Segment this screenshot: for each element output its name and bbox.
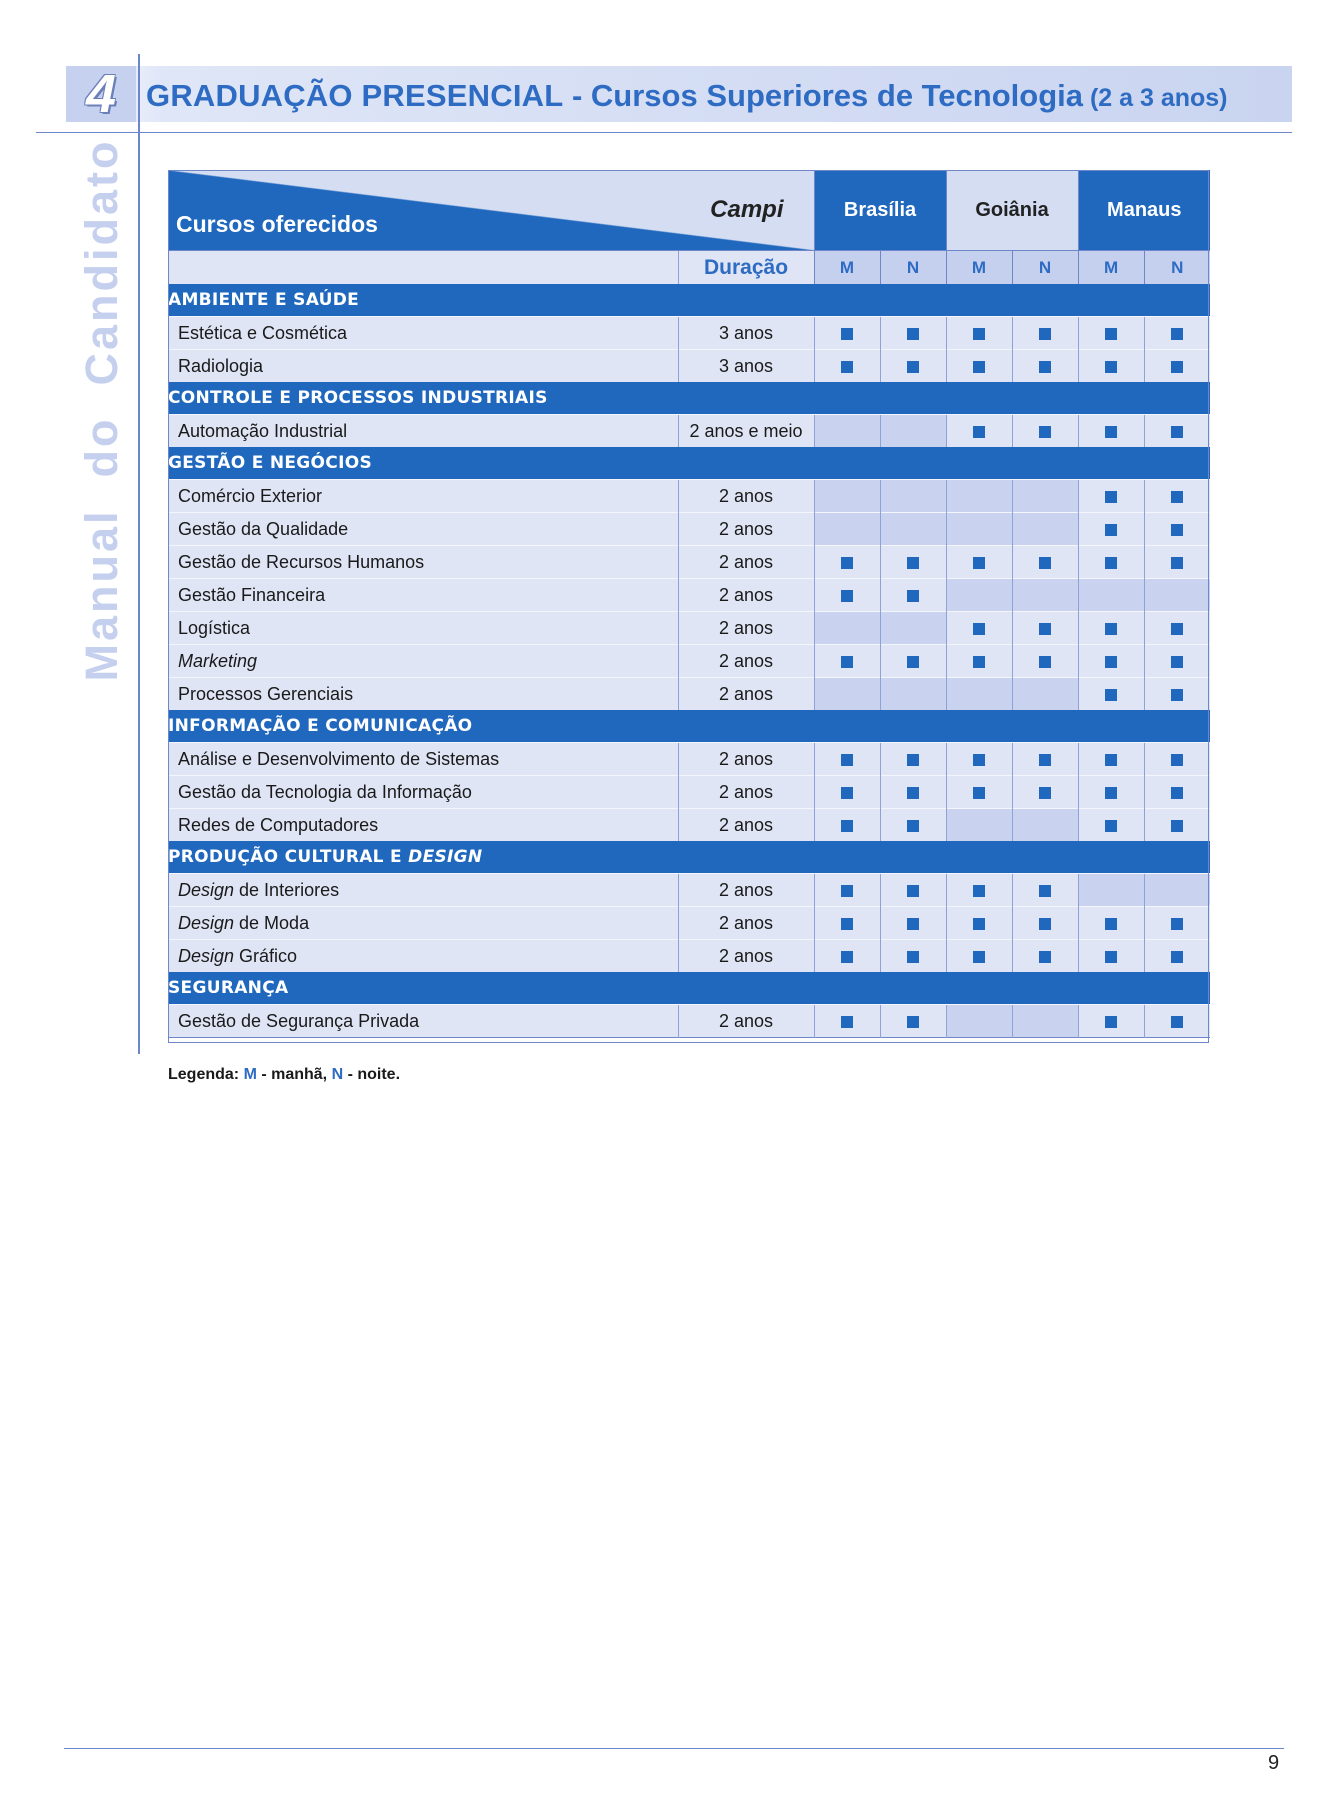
course-name: Comércio Exterior bbox=[168, 480, 678, 513]
course-duration: 2 anos bbox=[678, 1005, 814, 1038]
offered-slot bbox=[1144, 809, 1210, 842]
category-row bbox=[168, 972, 1210, 1005]
offered-marker-icon bbox=[907, 951, 919, 963]
offered-slot bbox=[1078, 678, 1144, 711]
offered-slot bbox=[814, 645, 880, 678]
offered-slot bbox=[880, 579, 946, 612]
unavailable-slot bbox=[814, 480, 880, 513]
title-sub: - Cursos Superiores de Tecnologia bbox=[563, 78, 1084, 113]
offered-slot bbox=[814, 940, 880, 973]
unavailable-slot bbox=[1012, 1005, 1078, 1038]
offered-marker-icon bbox=[1171, 656, 1183, 668]
course-row bbox=[168, 480, 1210, 513]
course-duration: 2 anos bbox=[678, 743, 814, 776]
offered-marker-icon bbox=[1171, 328, 1183, 340]
course-duration: 2 anos bbox=[678, 546, 814, 579]
offered-slot bbox=[946, 645, 1012, 678]
offered-marker-icon bbox=[907, 918, 919, 930]
course-duration: 3 anos bbox=[678, 350, 814, 383]
offered-marker-icon bbox=[841, 328, 853, 340]
offered-marker-icon bbox=[1171, 787, 1183, 799]
unavailable-slot bbox=[946, 513, 1012, 546]
offered-marker-icon bbox=[841, 557, 853, 569]
course-row bbox=[168, 776, 1210, 809]
shift-header: N bbox=[1144, 251, 1210, 285]
offered-marker-icon bbox=[907, 557, 919, 569]
offered-slot bbox=[814, 317, 880, 350]
course-duration: 2 anos bbox=[678, 480, 814, 513]
offered-slot bbox=[1078, 907, 1144, 940]
offered-slot bbox=[1078, 743, 1144, 776]
offered-slot bbox=[1078, 809, 1144, 842]
offered-marker-icon bbox=[1105, 820, 1117, 832]
offered-marker-icon bbox=[1105, 524, 1117, 536]
offered-slot bbox=[1144, 546, 1210, 579]
unavailable-slot bbox=[880, 480, 946, 513]
unavailable-slot bbox=[814, 513, 880, 546]
offered-marker-icon bbox=[1039, 656, 1051, 668]
offered-slot bbox=[1078, 645, 1144, 678]
unavailable-slot bbox=[880, 513, 946, 546]
offered-marker-icon bbox=[1105, 656, 1117, 668]
offered-slot bbox=[1078, 546, 1144, 579]
course-name: Gestão Financeira bbox=[168, 579, 678, 612]
legend-n-text: - noite. bbox=[343, 1066, 401, 1083]
course-row bbox=[168, 612, 1210, 645]
course-name: Análise e Desenvolvimento de Sistemas bbox=[168, 743, 678, 776]
offered-marker-icon bbox=[1105, 361, 1117, 373]
course-name: Gestão de Segurança Privada bbox=[168, 1005, 678, 1038]
course-row bbox=[168, 940, 1210, 973]
unavailable-slot bbox=[946, 809, 1012, 842]
offered-marker-icon bbox=[907, 361, 919, 373]
course-duration: 2 anos bbox=[678, 809, 814, 842]
offered-slot bbox=[1078, 415, 1144, 448]
shift-header: M bbox=[814, 251, 880, 285]
course-duration: 2 anos e meio bbox=[678, 415, 814, 448]
offered-marker-icon bbox=[973, 361, 985, 373]
offered-marker-icon bbox=[1105, 557, 1117, 569]
offered-marker-icon bbox=[1171, 918, 1183, 930]
shift-header: M bbox=[946, 251, 1012, 285]
unavailable-slot bbox=[946, 579, 1012, 612]
course-row bbox=[168, 513, 1210, 546]
offered-slot bbox=[1144, 645, 1210, 678]
offered-slot bbox=[1012, 546, 1078, 579]
offered-slot bbox=[880, 317, 946, 350]
course-row bbox=[168, 546, 1210, 579]
unavailable-slot bbox=[946, 678, 1012, 711]
legend-n-symbol: N bbox=[331, 1066, 344, 1083]
legend-label: Legenda: bbox=[168, 1066, 244, 1083]
course-name: Redes de Computadores bbox=[168, 809, 678, 842]
offered-marker-icon bbox=[973, 918, 985, 930]
offered-slot bbox=[1078, 513, 1144, 546]
offered-slot bbox=[880, 940, 946, 973]
offered-marker-icon bbox=[841, 787, 853, 799]
offered-slot bbox=[1078, 940, 1144, 973]
offered-slot bbox=[1012, 874, 1078, 907]
offered-marker-icon bbox=[1039, 623, 1051, 635]
offered-marker-icon bbox=[1171, 361, 1183, 373]
offered-marker-icon bbox=[907, 328, 919, 340]
offered-marker-icon bbox=[1039, 754, 1051, 766]
unavailable-slot bbox=[1144, 874, 1210, 907]
category-row bbox=[168, 710, 1210, 743]
offered-slot bbox=[814, 907, 880, 940]
title-main: GRADUAÇÃO PRESENCIAL bbox=[146, 78, 564, 113]
category-title: INFORMAÇÃO E COMUNICAÇÃO bbox=[168, 710, 1210, 743]
course-row bbox=[168, 415, 1210, 448]
campus-header-brasilia: Brasília bbox=[814, 170, 946, 251]
course-row bbox=[168, 317, 1210, 350]
offered-marker-icon bbox=[1171, 754, 1183, 766]
offered-marker-icon bbox=[1171, 623, 1183, 635]
offered-slot bbox=[946, 907, 1012, 940]
offered-marker-icon bbox=[841, 590, 853, 602]
legend-m-text: - manhã, bbox=[256, 1066, 332, 1083]
offered-marker-icon bbox=[841, 656, 853, 668]
table-body bbox=[168, 284, 1210, 1038]
course-name: Processos Gerenciais bbox=[168, 678, 678, 711]
offered-slot bbox=[1078, 612, 1144, 645]
course-row bbox=[168, 743, 1210, 776]
offered-slot bbox=[1012, 776, 1078, 809]
unavailable-slot bbox=[1012, 513, 1078, 546]
offered-slot bbox=[946, 612, 1012, 645]
offered-marker-icon bbox=[1105, 426, 1117, 438]
duration-header: Duração bbox=[678, 251, 814, 285]
offered-marker-icon bbox=[1105, 689, 1117, 701]
offered-slot bbox=[1012, 645, 1078, 678]
offered-marker-icon bbox=[1171, 1016, 1183, 1028]
unavailable-slot bbox=[814, 678, 880, 711]
offered-slot bbox=[880, 776, 946, 809]
offered-marker-icon bbox=[1171, 426, 1183, 438]
category-row bbox=[168, 382, 1210, 415]
campus-header-manaus: Manaus bbox=[1078, 170, 1210, 251]
offered-marker-icon bbox=[973, 951, 985, 963]
category-row bbox=[168, 284, 1210, 317]
unavailable-slot bbox=[880, 612, 946, 645]
offered-marker-icon bbox=[1105, 1016, 1117, 1028]
course-row bbox=[168, 350, 1210, 383]
course-row bbox=[168, 579, 1210, 612]
course-name: Design de Moda bbox=[168, 907, 678, 940]
offered-slot bbox=[946, 940, 1012, 973]
offered-marker-icon bbox=[1171, 820, 1183, 832]
offered-marker-icon bbox=[1171, 491, 1183, 503]
offered-slot bbox=[1144, 350, 1210, 383]
unavailable-slot bbox=[814, 415, 880, 448]
offered-marker-icon bbox=[973, 656, 985, 668]
offered-marker-icon bbox=[907, 656, 919, 668]
offered-marker-icon bbox=[973, 754, 985, 766]
offered-slot bbox=[814, 809, 880, 842]
unavailable-slot bbox=[1012, 809, 1078, 842]
course-name: Gestão da Tecnologia da Informação bbox=[168, 776, 678, 809]
offered-slot bbox=[1144, 480, 1210, 513]
vertical-rule bbox=[138, 54, 140, 1054]
courses-table bbox=[168, 170, 1210, 1038]
offered-marker-icon bbox=[1105, 491, 1117, 503]
offered-marker-icon bbox=[841, 918, 853, 930]
offered-slot bbox=[1078, 1005, 1144, 1038]
offered-slot bbox=[1012, 743, 1078, 776]
offered-slot bbox=[880, 874, 946, 907]
offered-slot bbox=[1144, 612, 1210, 645]
offered-slot bbox=[1144, 415, 1210, 448]
table-corner-header bbox=[168, 170, 814, 251]
category-title: AMBIENTE E SAÚDE bbox=[168, 284, 1210, 317]
offered-marker-icon bbox=[1105, 787, 1117, 799]
unavailable-slot bbox=[1012, 678, 1078, 711]
unavailable-slot bbox=[946, 1005, 1012, 1038]
offered-marker-icon bbox=[841, 1016, 853, 1028]
offered-slot bbox=[946, 874, 1012, 907]
offered-marker-icon bbox=[1105, 951, 1117, 963]
offered-marker-icon bbox=[907, 820, 919, 832]
course-row bbox=[168, 809, 1210, 842]
offered-marker-icon bbox=[1039, 885, 1051, 897]
offered-slot bbox=[880, 546, 946, 579]
offered-marker-icon bbox=[1105, 328, 1117, 340]
legend-m-symbol: M bbox=[243, 1066, 257, 1083]
blank-subheader-cell bbox=[168, 251, 678, 285]
course-name: Radiologia bbox=[168, 350, 678, 383]
offered-marker-icon bbox=[1039, 951, 1051, 963]
offered-marker-icon bbox=[1039, 787, 1051, 799]
offered-slot bbox=[1012, 350, 1078, 383]
category-title: PRODUÇÃO CULTURAL E DESIGN bbox=[168, 841, 1210, 874]
offered-slot bbox=[1144, 678, 1210, 711]
offered-slot bbox=[1012, 415, 1078, 448]
offered-marker-icon bbox=[1039, 328, 1051, 340]
unavailable-slot bbox=[1012, 480, 1078, 513]
shift-header: N bbox=[1012, 251, 1078, 285]
offered-marker-icon bbox=[1039, 361, 1051, 373]
category-row bbox=[168, 447, 1210, 480]
offered-slot bbox=[1144, 513, 1210, 546]
course-duration: 3 anos bbox=[678, 317, 814, 350]
offered-slot bbox=[1144, 907, 1210, 940]
offered-marker-icon bbox=[973, 328, 985, 340]
offered-slot bbox=[1144, 940, 1210, 973]
course-row bbox=[168, 645, 1210, 678]
offered-slot bbox=[1144, 317, 1210, 350]
shift-header: M bbox=[1078, 251, 1144, 285]
offered-slot bbox=[1012, 612, 1078, 645]
offered-slot bbox=[1078, 317, 1144, 350]
offered-slot bbox=[814, 579, 880, 612]
unavailable-slot bbox=[880, 678, 946, 711]
legend bbox=[168, 1066, 400, 1084]
offered-marker-icon bbox=[973, 557, 985, 569]
unavailable-slot bbox=[1144, 579, 1210, 612]
offered-marker-icon bbox=[1039, 918, 1051, 930]
campi-header: Campi bbox=[710, 196, 784, 223]
header-rule bbox=[36, 132, 1292, 133]
course-duration: 2 anos bbox=[678, 678, 814, 711]
offered-slot bbox=[880, 907, 946, 940]
unavailable-slot bbox=[814, 612, 880, 645]
offered-slot bbox=[946, 546, 1012, 579]
course-row bbox=[168, 678, 1210, 711]
offered-slot bbox=[880, 809, 946, 842]
course-duration: 2 anos bbox=[678, 579, 814, 612]
offered-slot bbox=[946, 743, 1012, 776]
offered-marker-icon bbox=[841, 951, 853, 963]
course-name: Automação Industrial bbox=[168, 415, 678, 448]
offered-slot bbox=[880, 1005, 946, 1038]
offered-slot bbox=[880, 743, 946, 776]
course-name: Gestão da Qualidade bbox=[168, 513, 678, 546]
course-row bbox=[168, 907, 1210, 940]
course-duration: 2 anos bbox=[678, 645, 814, 678]
offered-marker-icon bbox=[973, 787, 985, 799]
offered-marker-icon bbox=[1105, 754, 1117, 766]
offered-marker-icon bbox=[841, 754, 853, 766]
category-title: GESTÃO E NEGÓCIOS bbox=[168, 447, 1210, 480]
offered-marker-icon bbox=[1171, 689, 1183, 701]
offered-slot bbox=[814, 1005, 880, 1038]
offered-slot bbox=[814, 546, 880, 579]
unavailable-slot bbox=[1078, 874, 1144, 907]
offered-marker-icon bbox=[1105, 918, 1117, 930]
course-duration: 2 anos bbox=[678, 907, 814, 940]
offered-slot bbox=[1144, 776, 1210, 809]
offered-marker-icon bbox=[1039, 557, 1051, 569]
unavailable-slot bbox=[1012, 579, 1078, 612]
offered-marker-icon bbox=[1171, 951, 1183, 963]
offered-marker-icon bbox=[973, 426, 985, 438]
offered-marker-icon bbox=[841, 820, 853, 832]
offered-slot bbox=[1078, 776, 1144, 809]
offered-slot bbox=[814, 350, 880, 383]
offered-slot bbox=[880, 645, 946, 678]
offered-slot bbox=[880, 350, 946, 383]
offered-slot bbox=[1078, 480, 1144, 513]
offered-marker-icon bbox=[1039, 426, 1051, 438]
campus-header-goiania: Goiânia bbox=[946, 170, 1078, 251]
category-title: SEGURANÇA bbox=[168, 972, 1210, 1005]
course-name: Gestão de Recursos Humanos bbox=[168, 546, 678, 579]
course-name: Marketing bbox=[168, 645, 678, 678]
offered-marker-icon bbox=[907, 754, 919, 766]
course-name: Design Gráfico bbox=[168, 940, 678, 973]
side-running-title: Manual do Candidato bbox=[76, 138, 127, 682]
offered-marker-icon bbox=[841, 361, 853, 373]
course-row bbox=[168, 1005, 1210, 1038]
offered-marker-icon bbox=[973, 623, 985, 635]
course-duration: 2 anos bbox=[678, 874, 814, 907]
offered-slot bbox=[1078, 350, 1144, 383]
course-duration: 2 anos bbox=[678, 612, 814, 645]
offered-marker-icon bbox=[907, 590, 919, 602]
offered-slot bbox=[946, 776, 1012, 809]
course-duration: 2 anos bbox=[678, 940, 814, 973]
offered-marker-icon bbox=[907, 787, 919, 799]
offered-marker-icon bbox=[907, 885, 919, 897]
offered-slot bbox=[946, 317, 1012, 350]
offered-marker-icon bbox=[841, 885, 853, 897]
offered-slot bbox=[1012, 907, 1078, 940]
shift-header: N bbox=[880, 251, 946, 285]
section-number: 4 bbox=[66, 66, 136, 122]
course-name: Logística bbox=[168, 612, 678, 645]
offered-slot bbox=[814, 743, 880, 776]
page-title bbox=[146, 74, 1228, 118]
footer-rule bbox=[64, 1748, 1284, 1749]
course-duration: 2 anos bbox=[678, 513, 814, 546]
category-title: CONTROLE E PROCESSOS INDUSTRIAIS bbox=[168, 382, 1210, 415]
offered-marker-icon bbox=[1105, 623, 1117, 635]
offered-slot bbox=[1012, 940, 1078, 973]
courses-header: Cursos oferecidos bbox=[176, 211, 378, 237]
offered-slot bbox=[1144, 1005, 1210, 1038]
offered-slot bbox=[1012, 317, 1078, 350]
unavailable-slot bbox=[1078, 579, 1144, 612]
course-name: Design de Interiores bbox=[168, 874, 678, 907]
course-name: Estética e Cosmética bbox=[168, 317, 678, 350]
offered-marker-icon bbox=[1171, 524, 1183, 536]
title-duration: (2 a 3 anos) bbox=[1083, 84, 1228, 112]
offered-slot bbox=[946, 415, 1012, 448]
page-number: 9 bbox=[1268, 1752, 1280, 1774]
offered-marker-icon bbox=[907, 1016, 919, 1028]
offered-marker-icon bbox=[1171, 557, 1183, 569]
offered-slot bbox=[814, 874, 880, 907]
course-duration: 2 anos bbox=[678, 776, 814, 809]
category-row bbox=[168, 841, 1210, 874]
unavailable-slot bbox=[880, 415, 946, 448]
unavailable-slot bbox=[946, 480, 1012, 513]
course-row bbox=[168, 874, 1210, 907]
offered-slot bbox=[814, 776, 880, 809]
offered-slot bbox=[1144, 743, 1210, 776]
offered-slot bbox=[946, 350, 1012, 383]
offered-marker-icon bbox=[973, 885, 985, 897]
